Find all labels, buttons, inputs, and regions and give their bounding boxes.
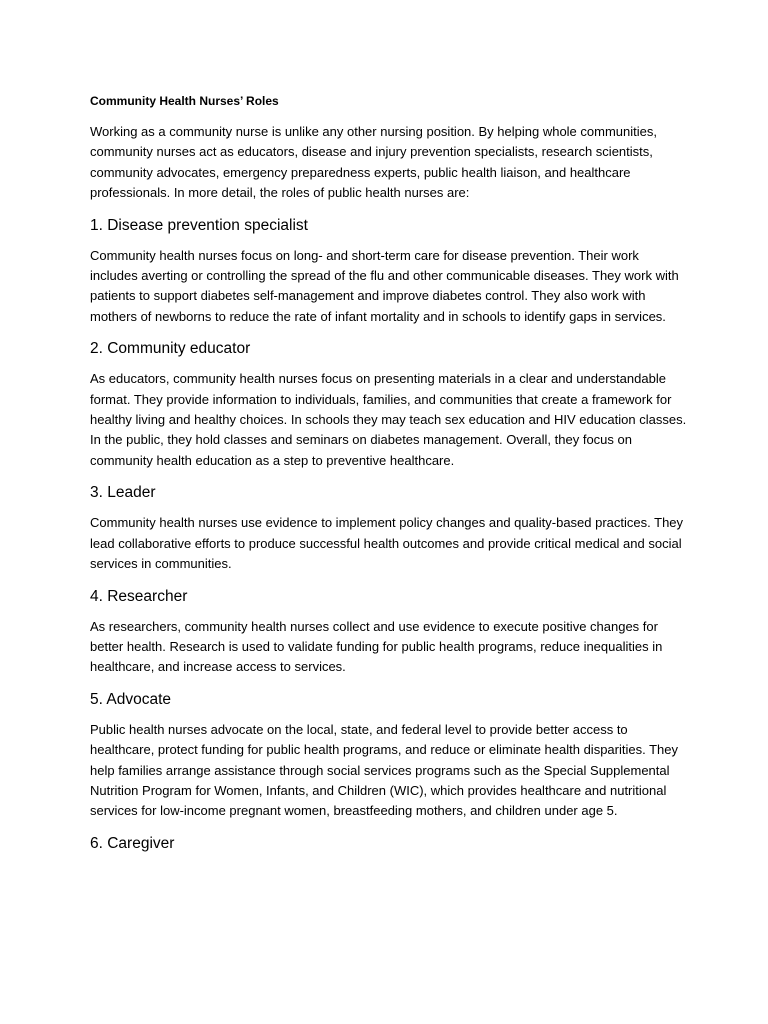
section-body-advocate: Public health nurses advocate on the local, state, and federal level to provide better access to healthcare, protect funding for public health programs, and reduce or eliminate health disparities. They help families arrange assistance through social services programs such as the Special Supplemental Nutrition Program for Women, Infants, and Children (WIC), which provides healthcare and nutritional services for low-income pregnant women, breastfeeding mothers, and children under age 5. xyxy=(90,721,678,819)
section-body-disease-prevention: Community health nurses focus on long- and short-term care for disease prevention. Their work includes averting or controlling the spread of the flu and other communicable diseases. They work with patients to support diabetes self-management and improve diabetes control. They also work with mothers of newborns to reduce the rate of infant mortality and in schools to identify gaps in services. xyxy=(90,247,679,324)
section-heading-disease-prevention: 1. Disease prevention specialist xyxy=(90,216,308,234)
intro-paragraph: Working as a community nurse is unlike any other nursing position. By helping whole communities, community nurses act as educators, disease and injury prevention specialists, research scientists, community advocates, emergency preparedness experts, public health liaison, and healthcare professionals. In more detail, the roles of public health nurses are: xyxy=(90,124,657,201)
section-body-researcher: As researchers, community health nurses collect and use evidence to execute positive changes for better health. Research is used to validate funding for public health programs, reduce inequalities in healthcare, and increase access to services. xyxy=(90,618,663,675)
document-title: Community Health Nurses’ Roles xyxy=(90,94,279,108)
section-body-leader: Community health nurses use evidence to implement policy changes and quality-based practices. They lead collaborative efforts to produce successful health outcomes and provide critical medical and social services in communities. xyxy=(90,515,684,572)
document-content xyxy=(90,92,690,864)
section-body-community-educator: As educators, community health nurses focus on presenting materials in a clear and understandable format. They provide information to individuals, families, and communities that create a framework for healthy living and healthy choices. In schools they may teach sex education and HIV education classes. In the public, they hold classes and seminars on diabetes management. Overall, they focus on community health education as a step to preventive healthcare. xyxy=(90,371,687,468)
section-heading-leader: 3. Leader xyxy=(90,484,156,502)
section-heading-caregiver: 6. Caregiver xyxy=(90,834,175,852)
section-heading-advocate: 5. Advocate xyxy=(90,690,172,708)
section-heading-community-educator: 2. Community educator xyxy=(90,340,251,358)
section-heading-researcher: 4. Researcher xyxy=(90,587,188,605)
